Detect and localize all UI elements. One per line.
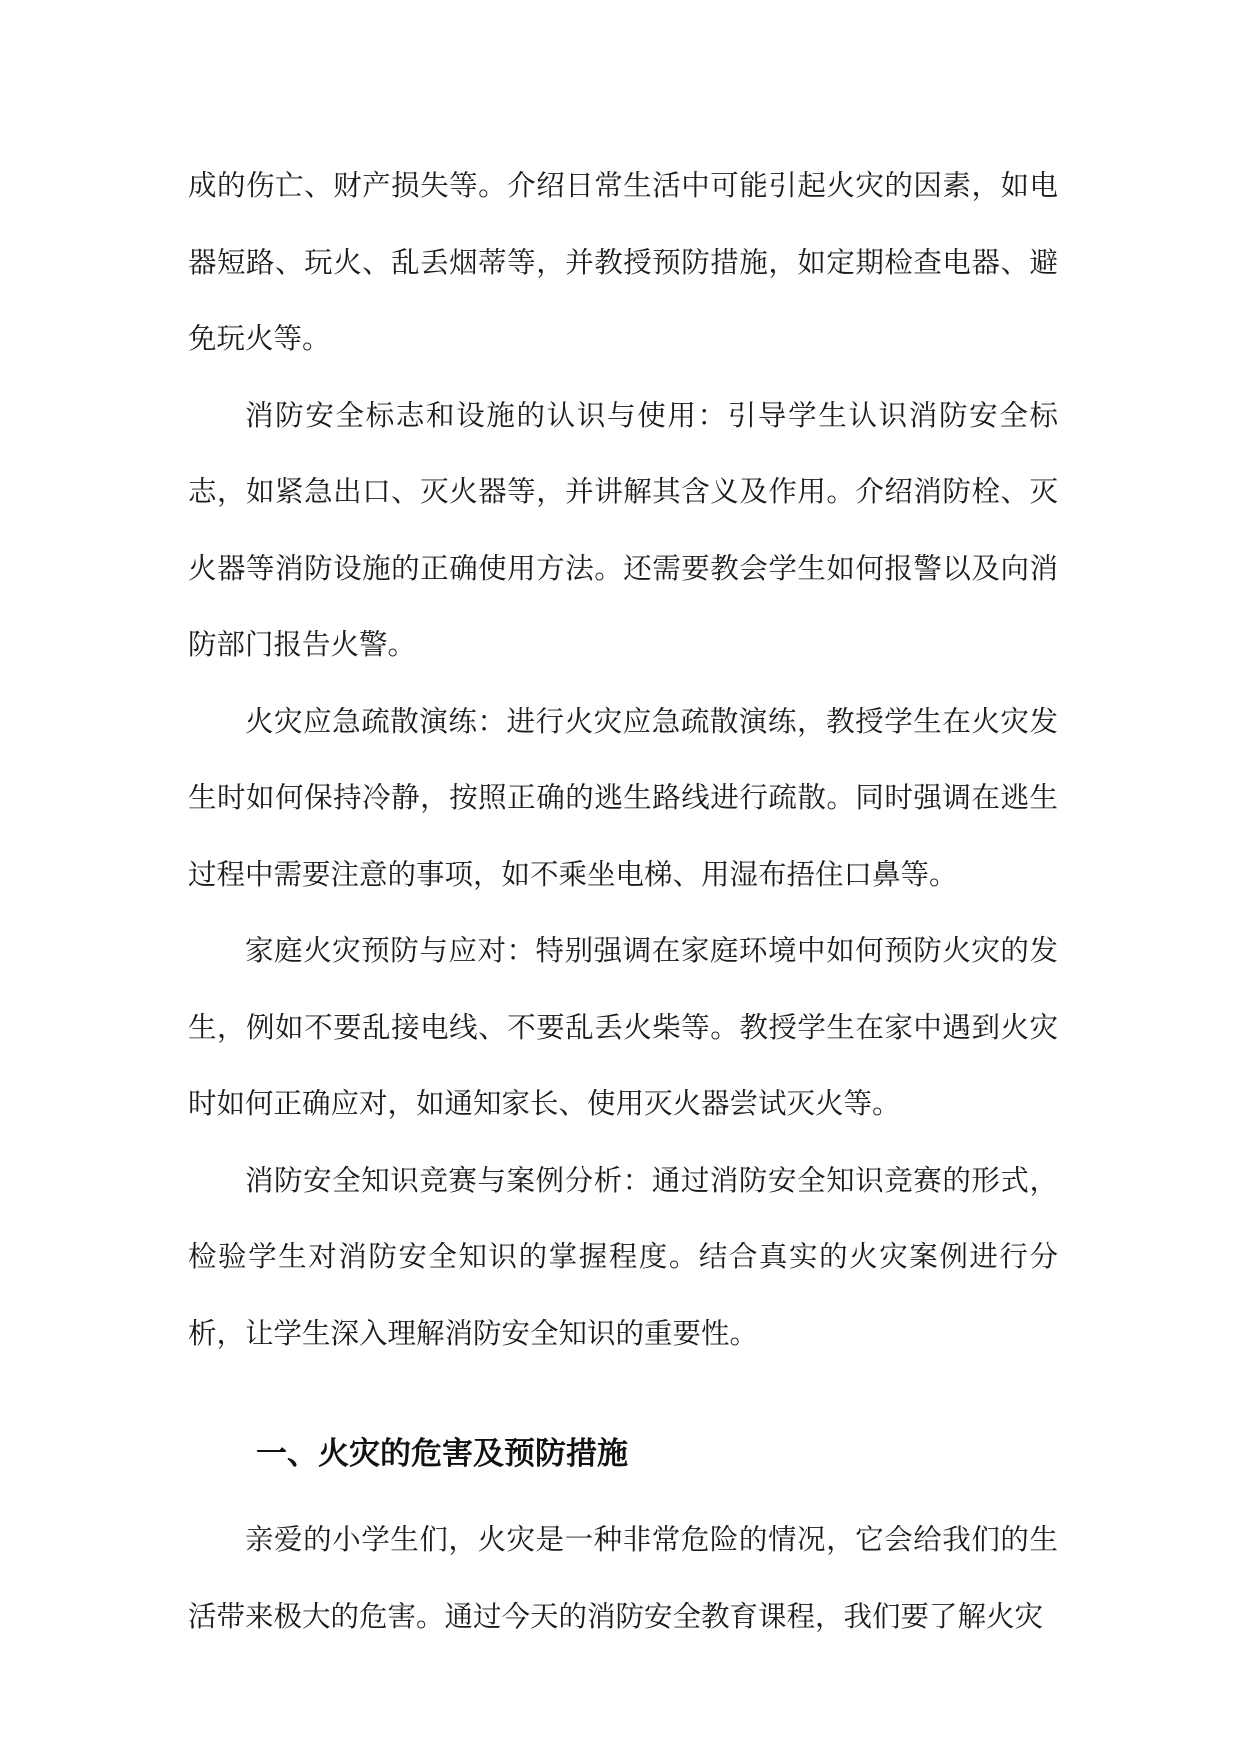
document-body <box>188 148 1058 1655</box>
paragraph-knowledge-contest: 消防安全知识竞赛与案例分析：通过消防安全知识竞赛的形式，检验学生对消防安全知识的掌握程度。结合真实的火灾案例进行分析，让学生深入理解消防安全知识的重要性。 <box>188 1163 1058 1350</box>
paragraph-hazards-continued: 成的伤亡、财产损失等。介绍日常生活中可能引起火灾的因素，如电器短路、玩火、乱丢烟蒂等，并教授预防措施，如定期检查电器、避免玩火等。 <box>188 169 1058 355</box>
paragraph-home-fire-prevention: 家庭火灾预防与应对：特别强调在家庭环境中如何预防火灾的发生，例如不要乱接电线、不要乱丢火柴等。教授学生在家中遇到火灾时如何正确应对，如通知家长、使用灭火器尝试灭火等。 <box>188 934 1058 1120</box>
section-heading: 一、火灾的危害及预防措施 <box>256 1436 628 1472</box>
paragraph-intro-fire-hazards: 亲爱的小学生们，火灾是一种非常危险的情况，它会给我们的生活带来极大的危害。通过今天的消防安全教育课程，我们要了解火灾 <box>188 1523 1058 1633</box>
paragraph-evacuation-drill: 火灾应急疏散演练：进行火灾应急疏散演练，教授学生在火灾发生时如何保持冷静，按照正确的逃生路线进行疏散。同时强调在逃生过程中需要注意的事项，如不乘坐电梯、用湿布捂住口鼻等。 <box>188 704 1058 891</box>
paragraph-safety-signs: 消防安全标志和设施的认识与使用：引导学生认识消防安全标志，如紧急出口、灭火器等，并讲解其含义及作用。介绍消防栓、灭火器等消防设施的正确使用方法。还需要教会学生如何报警以及向消防部门报告火警。 <box>188 398 1058 661</box>
